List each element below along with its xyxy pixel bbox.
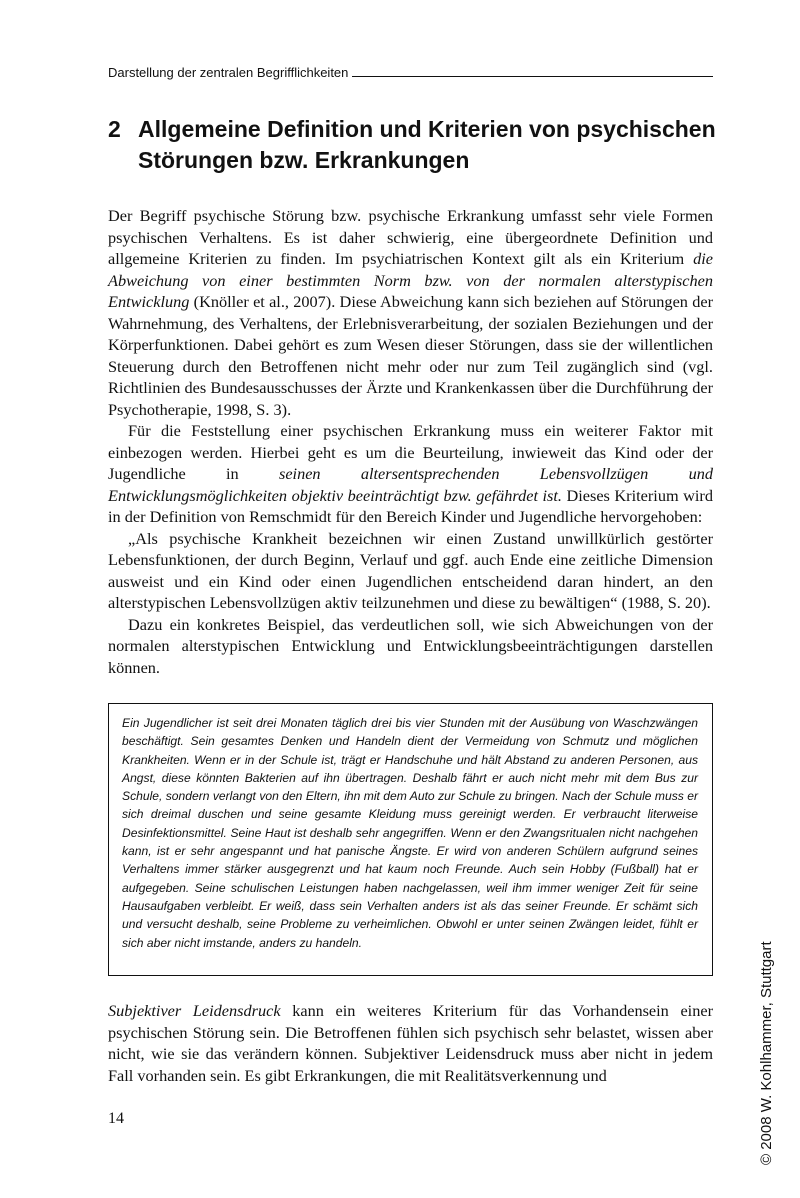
paragraph-1-text-a: Der Begriff psychische Störung bzw. psychische Erkrankung umfasst sehr viele Formen psychischen Verhaltens. Es ist daher schwierig, eine übergeordnete Definition und allgemeine Kriterien zu finden. Im psychiatrischen Kontext gilt als ein Kriterium xyxy=(108,206,713,268)
case-example-box: Ein Jugendlicher ist seit drei Monaten täglich drei bis vier Stunden mit der Ausübung von Waschzwängen beschäftigt. Sein gesamtes Denken und Handeln dient der Vermeidung von Schmutz und möglichen Krankheiten. Wenn er in der Schule ist, trägt er Handschuhe und hält Abstand zu anderen Personen, aus Angst, diese könnten Bakterien auf ihn übertragen. Deshalb fährt er auch nicht mehr mit dem Bus zur Schule, sondern verlangt von den Eltern, ihn mit dem Auto zur Schule zu bringen. Nach der Schule muss er sich dreimal duschen und seine gesamte Kleidung muss gereinigt werden. Er verbraucht literweise Desinfektionsmittel. Seine Haut ist deshalb sehr angegriffen. Wenn er den Zwangsritualen nicht nachgehen kann, ist er sehr angespannt und hat panische Ängste. Er wird von anderen Schülern aufgrund seines Verhaltens immer stärker ausgegrenzt und hat kaum noch Freunde. Auch sein Hobby (Fußball) hat er aufgegeben. Seine schulischen Leistungen haben nachgelassen, weil ihm immer weniger Zeit für seine Hausaufgaben verbleibt. Er weiß, dass sein Verhalten anders ist als das seiner Freunde. Er schämt sich und versucht deshalb, seine Probleme zu verheimlichen. Obwohl er unter seinen Zwängen leidet, fühlt er sich aber nicht imstande, anders zu handeln. xyxy=(108,703,713,976)
paragraph-1-text-b: (Knöller et al., 2007). Diese Abweichung kann sich beziehen auf Störungen der Wahrnehmung, des Verhaltens, der Erlebnisverarbeitung, der sozialen Beziehungen und der Körperfunktionen. Dabei gehört es zum Wesen dieser Störungen, dass sie der willentlichen Steuerung durch den Betroffenen nicht mehr oder nur zum Teil zugänglich sind (vgl. Richtlinien des Bundesausschusses der Ärzte und Krankenkassen über die Durchführung der Psychotherapie, 1998, S. 3). xyxy=(108,292,713,419)
paragraph-2 xyxy=(108,420,713,528)
chapter-number: 2 xyxy=(108,116,121,142)
running-head-rule xyxy=(352,76,713,77)
paragraph-3: Dazu ein konkretes Beispiel, das verdeutlichen soll, wie sich Abweichungen von der normalen alterstypischen Entwicklung und Entwicklungsbeeinträchtigungen darstellen können. xyxy=(108,614,713,677)
paragraph-1 xyxy=(108,205,713,420)
copyright-notice: © 2008 W. Kohlhammer, Stuttgart xyxy=(758,941,775,1165)
paragraph-2-text-a: Für die Feststellung einer psychischen Erkrankung muss ein weiterer Faktor mit einbezogen werden. Hierbei geht es um die Beurteilung, inwieweit das Kind oder der Jugendliche in xyxy=(108,421,713,483)
paragraph-2-text-b: Dieses Kriterium wird in der Definition von Remschmidt für den Bereich Kinder und Jugendliche hervorgehoben: xyxy=(108,485,713,526)
page-number: 14 xyxy=(108,1110,124,1127)
paragraph-2-emphasis: seinen altersentsprechenden Lebensvollzügen und Entwicklungsmöglichkeiten objektiv beeinträchtigt bzw. gefährdet ist. xyxy=(108,464,713,505)
paragraph-4-emphasis: Subjektiver Leidensdruck xyxy=(108,1001,281,1020)
chapter-title: Allgemeine Definition und Kriterien von psychischen Störungen bzw. Erkrankungen xyxy=(138,116,716,173)
running-head-text: Darstellung der zentralen Begrifflichkeiten xyxy=(108,65,349,80)
paragraph-1-emphasis: die Abweichung von einer bestimmten Norm bzw. von der normalen alterstypischen Entwicklung xyxy=(108,249,713,311)
main-text xyxy=(108,205,713,678)
paragraph-4-text: kann ein weiteres Kriterium für das Vorhandensein einer psychischen Störung sein. Die Betroffenen fühlen sich psychisch sehr belastet, wissen aber nicht, wie sie das verändern können. Subjektiver Leidensdruck muss aber nicht in jedem Fall vorhanden sein. Es gibt Erkrankungen, die mit Realitätsverkennung und xyxy=(108,1001,713,1085)
running-head xyxy=(108,60,713,80)
chapter-heading xyxy=(108,114,718,176)
definition-quote: „Als psychische Krankheit bezeichnen wir einen Zustand unwillkürlich gestörter Lebensfunktionen, der durch Beginn, Verlauf und ggf. auch Ende eine zeitliche Dimension ausweist und ein Kind oder einen Jugendlichen entscheidend daran hindert, an den alterstypischen Lebensvollzügen aktiv teilzunehmen und diese zu bewältigen“ (1988, S. 20). xyxy=(108,528,713,612)
paragraph-4 xyxy=(108,1000,713,1086)
